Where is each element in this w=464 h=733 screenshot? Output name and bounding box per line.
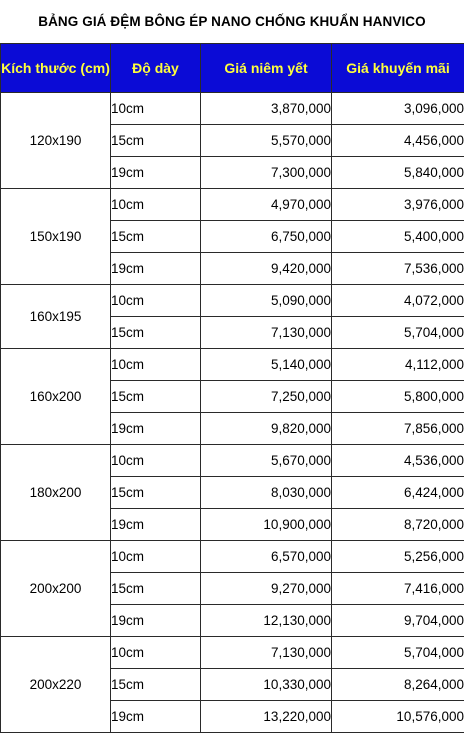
list-price-cell: 9,820,000 xyxy=(201,413,332,445)
price-table xyxy=(0,43,464,733)
list-price-cell: 10,900,000 xyxy=(201,509,332,541)
thickness-cell: 10cm xyxy=(111,637,201,669)
promo-price-cell: 5,840,000 xyxy=(332,157,464,189)
list-price-cell: 5,140,000 xyxy=(201,349,332,381)
thickness-cell: 19cm xyxy=(111,605,201,637)
list-price-cell: 3,870,000 xyxy=(201,93,332,125)
promo-price-cell: 3,976,000 xyxy=(332,189,464,221)
promo-price-cell: 4,456,000 xyxy=(332,125,464,157)
promo-price-cell: 7,416,000 xyxy=(332,573,464,605)
promo-price-cell: 7,856,000 xyxy=(332,413,464,445)
thickness-cell: 10cm xyxy=(111,541,201,573)
table-row xyxy=(1,285,464,317)
thickness-cell: 10cm xyxy=(111,445,201,477)
list-price-cell: 5,090,000 xyxy=(201,285,332,317)
list-price-cell: 9,270,000 xyxy=(201,573,332,605)
column-header-promo-price: Giá khuyến mãi xyxy=(332,44,464,93)
thickness-cell: 15cm xyxy=(111,317,201,349)
list-price-cell: 7,250,000 xyxy=(201,381,332,413)
list-price-cell: 7,300,000 xyxy=(201,157,332,189)
table-row xyxy=(1,637,464,669)
promo-price-cell: 9,704,000 xyxy=(332,605,464,637)
promo-price-cell: 8,264,000 xyxy=(332,669,464,701)
list-price-cell: 6,750,000 xyxy=(201,221,332,253)
promo-price-cell: 5,704,000 xyxy=(332,317,464,349)
column-header-size: Kích thước (cm) xyxy=(1,44,111,93)
size-cell: 160x200 xyxy=(1,349,111,445)
promo-price-cell: 5,256,000 xyxy=(332,541,464,573)
size-cell: 200x220 xyxy=(1,637,111,733)
promo-price-cell: 4,112,000 xyxy=(332,349,464,381)
list-price-cell: 8,030,000 xyxy=(201,477,332,509)
size-cell: 200x200 xyxy=(1,541,111,637)
list-price-cell: 6,570,000 xyxy=(201,541,332,573)
size-cell: 160x195 xyxy=(1,285,111,349)
table-row xyxy=(1,93,464,125)
table-row xyxy=(1,445,464,477)
table-body xyxy=(1,93,464,733)
column-header-list-price: Giá niêm yết xyxy=(201,44,332,93)
table-row xyxy=(1,541,464,573)
promo-price-cell: 8,720,000 xyxy=(332,509,464,541)
thickness-cell: 15cm xyxy=(111,573,201,605)
thickness-cell: 10cm xyxy=(111,189,201,221)
promo-price-cell: 5,800,000 xyxy=(332,381,464,413)
list-price-cell: 5,570,000 xyxy=(201,125,332,157)
list-price-cell: 13,220,000 xyxy=(201,701,332,733)
thickness-cell: 15cm xyxy=(111,125,201,157)
promo-price-cell: 3,096,000 xyxy=(332,93,464,125)
table-row xyxy=(1,189,464,221)
thickness-cell: 19cm xyxy=(111,701,201,733)
column-header-thickness: Độ dày xyxy=(111,44,201,93)
thickness-cell: 10cm xyxy=(111,93,201,125)
page-title: BẢNG GIÁ ĐỆM BÔNG ÉP NANO CHỐNG KHUẨN HANVICO xyxy=(38,14,426,29)
table-row xyxy=(1,349,464,381)
thickness-cell: 19cm xyxy=(111,157,201,189)
promo-price-cell: 4,072,000 xyxy=(332,285,464,317)
list-price-cell: 9,420,000 xyxy=(201,253,332,285)
promo-price-cell: 5,400,000 xyxy=(332,221,464,253)
thickness-cell: 15cm xyxy=(111,669,201,701)
promo-price-cell: 5,704,000 xyxy=(332,637,464,669)
size-cell: 150x190 xyxy=(1,189,111,285)
list-price-cell: 7,130,000 xyxy=(201,637,332,669)
thickness-cell: 15cm xyxy=(111,381,201,413)
size-cell: 120x190 xyxy=(1,93,111,189)
thickness-cell: 15cm xyxy=(111,221,201,253)
promo-price-cell: 6,424,000 xyxy=(332,477,464,509)
promo-price-cell: 10,576,000 xyxy=(332,701,464,733)
list-price-cell: 7,130,000 xyxy=(201,317,332,349)
promo-price-cell: 4,536,000 xyxy=(332,445,464,477)
thickness-cell: 19cm xyxy=(111,413,201,445)
promo-price-cell: 7,536,000 xyxy=(332,253,464,285)
list-price-cell: 10,330,000 xyxy=(201,669,332,701)
thickness-cell: 15cm xyxy=(111,477,201,509)
thickness-cell: 10cm xyxy=(111,285,201,317)
size-cell: 180x200 xyxy=(1,445,111,541)
list-price-cell: 4,970,000 xyxy=(201,189,332,221)
table-header-row xyxy=(1,44,464,93)
thickness-cell: 10cm xyxy=(111,349,201,381)
list-price-cell: 12,130,000 xyxy=(201,605,332,637)
thickness-cell: 19cm xyxy=(111,253,201,285)
thickness-cell: 19cm xyxy=(111,509,201,541)
list-price-cell: 5,670,000 xyxy=(201,445,332,477)
